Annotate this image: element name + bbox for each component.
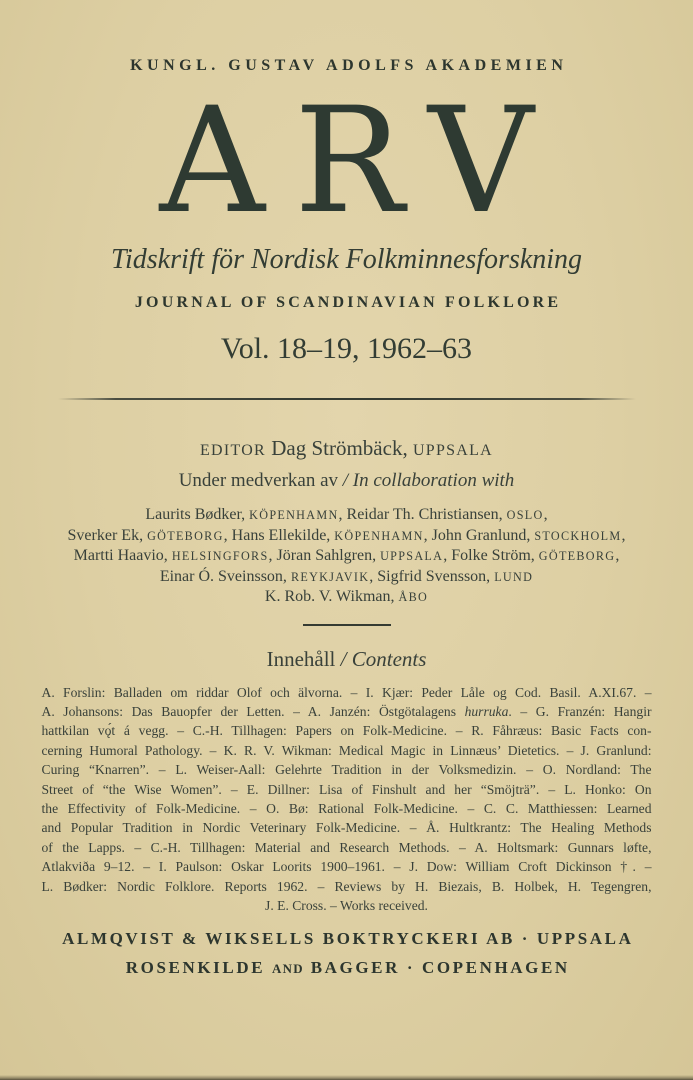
text-segment: UPPSALA (412, 442, 493, 459)
text-segment: A. Forslin: Balladen om riddar Olof och älvorna. – I. Kjær: Peder Låle og Cod. Basil. A.XI.67. – (41, 684, 652, 700)
text-segment: , Jöran Sahlgren, (268, 547, 381, 564)
collaborator-line (37, 567, 657, 588)
collaboration-heading (0, 469, 693, 492)
collaborators-list (37, 505, 657, 608)
text-segment: Dag Strömbäck, (265, 436, 413, 460)
contents-line (42, 818, 652, 837)
contents-line (42, 702, 652, 721)
imprint-block (0, 928, 693, 980)
text-segment: Laurits Bødker, (145, 506, 250, 523)
collaborator-line (37, 505, 657, 526)
text-segment: Martti Haavio, (73, 547, 172, 564)
collaborator-line (37, 526, 657, 547)
text-segment: STOCKHOLM (534, 528, 622, 543)
contents-line (42, 780, 652, 799)
text-segment: cerning Humoral Pathology. – K. R. V. Wikman: Medical Magic in Linnæus’ Dietetics. – J. Granlund: (41, 742, 652, 758)
subtitle-english: JOURNAL OF SCANDINAVIAN FOLKLORE (134, 294, 562, 311)
text-segment: ROSENKILDE (125, 958, 272, 978)
contents-line (42, 760, 652, 779)
academy-name: KUNGL. GUSTAV ADOLFS AKADEMIEN (130, 57, 568, 74)
text-segment: , John Granlund, (423, 526, 535, 544)
text-segment: KÖPENHAMN (249, 508, 339, 522)
volume-line: Vol. 18–19, 1962–63 (220, 332, 473, 365)
text-segment: EDITOR (199, 442, 266, 459)
text-segment: AND (272, 961, 304, 977)
contents-paragraph (42, 683, 652, 916)
contents-heading (0, 646, 693, 672)
text-segment: ÅBO (398, 590, 429, 604)
text-segment: , (615, 547, 620, 564)
text-segment: Curing “Knarren”. – L. Weiser-Aall: Gelehrte Tradition in der Volksmedizin. – O. Nordland: The (41, 762, 652, 778)
text-segment: / (340, 646, 352, 671)
text-segment: , Folke Ström, (443, 547, 539, 564)
text-segment: Contents (351, 646, 427, 671)
text-segment: hattkilan vǫ́t á vegg. – C.-H. Tillhagen: Papers on Folk-Medicine. – R. Fåhræus: Basic Facts con- (41, 723, 652, 739)
text-segment: BAGGER · COPENHAGEN (303, 958, 570, 978)
contents-line (42, 838, 652, 857)
contents-line (42, 799, 652, 818)
contents-line (42, 683, 652, 702)
text-segment: , (543, 506, 548, 523)
text-segment: of the Lapps. – C.-H. Tillhagen: Material and Research Methods. – A. Holtsmark: Gunnars løfte, (41, 839, 652, 855)
text-segment: . – G. Franzén: Hangir (508, 703, 652, 719)
text-segment: UPPSALA (380, 549, 444, 563)
section-divider-rule (303, 624, 391, 626)
collaborator-line (37, 587, 657, 608)
text-segment: Under medverkan av (178, 470, 343, 491)
collaborator-line (37, 546, 657, 567)
text-segment: REYKJAVIK (290, 569, 370, 584)
text-segment: Street of “the Wise Women”. – E. Dillner: Lisa of Finshult and her “Smöjträ”. – L. Honko: On (41, 781, 652, 797)
contents-line (42, 896, 652, 915)
subtitle-swedish: Tidskrift för Nordisk Folkminnesforskning (110, 244, 583, 275)
text-segment: KÖPENHAMN (334, 528, 424, 543)
text-segment: OSLO (506, 508, 544, 522)
text-segment: Innehåll (266, 646, 341, 671)
text-segment: Einar Ó. Sveinsson, (159, 567, 291, 585)
text-segment: , (621, 526, 626, 544)
text-segment: LUND (494, 569, 534, 584)
text-segment: L. Bødker: Nordic Folklore. Reports 1962. – Reviews by H. Biezais, B. Holbek, H. Tegengren, (41, 878, 652, 894)
text-segment: the Effectivity of Folk-Medicine. – O. Bø: Rational Folk-Medicine. – C. C. Matthiessen: Learned (41, 800, 652, 816)
contents-line (42, 877, 652, 896)
text-segment: , Reidar Th. Christiansen, (338, 506, 507, 523)
text-segment: hurruka (464, 703, 509, 719)
text-segment: Sverker Ek, (67, 526, 148, 544)
text-segment: K. Rob. V. Wikman, (264, 588, 399, 605)
contents-line (42, 741, 652, 760)
text-segment: In collaboration with (352, 470, 515, 491)
text-segment: HELSINGFORS (171, 549, 269, 563)
editor-line (0, 436, 693, 463)
text-segment: GÖTEBORG (147, 528, 224, 543)
text-segment: and Popular Tradition in Nordic Veterinary Folk-Medicine. – Å. Hultkrantz: The Healing Methods (41, 820, 652, 836)
text-segment: ALMQVIST & WIKSELLS BOKTRYCKERI AB · UPPSALA (62, 929, 634, 949)
text-segment: , Hans Ellekilde, (223, 526, 335, 544)
text-segment: , Sigfrid Svensson, (369, 567, 495, 585)
printer-line (0, 928, 693, 950)
text-segment: J. E. Cross. – Works received. (265, 897, 428, 913)
text-segment: A. Johansons: Das Bauopfer der Letten. – A. Janzén: Östgötalagens (41, 703, 465, 719)
text-segment: Atlakviða 9–12. – I. Paulson: Oskar Loorits 1900–1961. – J. Dow: William Croft Dickinson †. – (41, 859, 652, 875)
horizontal-divider-rule (58, 398, 636, 400)
distributor-line (0, 957, 693, 980)
journal-logo (0, 76, 693, 246)
text-segment: GÖTEBORG (538, 549, 616, 563)
page-bottom-edge (0, 1075, 693, 1080)
contents-line (42, 857, 652, 876)
journal-logo-text: ARV (159, 76, 563, 246)
contents-line (42, 721, 652, 740)
text-segment: / (342, 470, 353, 491)
